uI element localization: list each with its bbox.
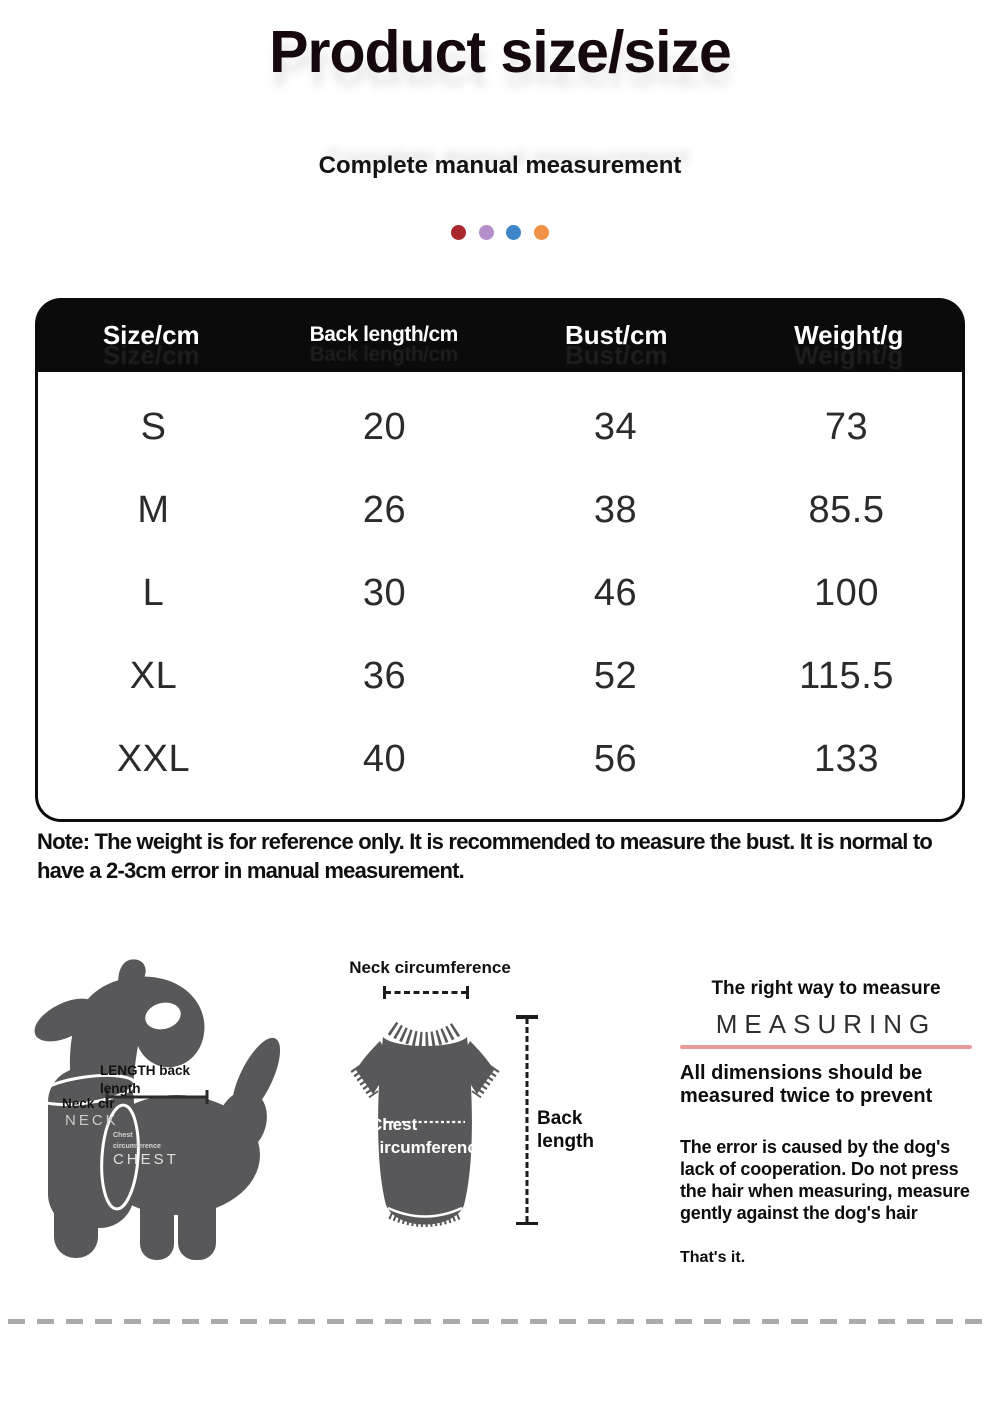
header-back-length: Back length/cm [309,323,458,346]
size-table [35,298,965,822]
dot-orange [534,225,549,240]
cell-weight: 133 [814,738,879,780]
cell-back-length: 26 [362,489,407,531]
cell-back-length: 36 [362,655,407,697]
header-size: Size/cm [102,319,200,350]
cell-size: M [137,489,170,531]
cell-bust: 56 [593,738,638,780]
table-row [38,718,962,801]
cell-bust: 38 [593,489,638,531]
table-row [38,635,962,718]
dog-neck-label: NECK [65,1112,119,1129]
measuring-paragraph-3: That's it. [680,1249,746,1267]
shirt-measure-diagram [330,952,530,1262]
measuring-paragraph-2: The error is caused by the dog's lack of cooperation. Do not press the hair when measuring, measure gently against the dog's hair [680,1136,970,1224]
size-table-body [35,372,965,822]
measuring-instructions [680,978,972,1267]
cell-weight: 100 [814,572,879,614]
dashed-vertical-line [526,1018,529,1222]
back-length-label: Back length [537,1108,594,1152]
dog-chest-label: CHEST [113,1151,179,1168]
shirt-chest-label: Chest circumference [370,1115,487,1157]
measuring-underline [680,1045,972,1049]
color-dots [0,224,1000,242]
neck-measure-line [385,991,467,1003]
dog-chest-circumference-label: Chest circumference [113,1132,161,1150]
cell-back-length: 30 [362,572,407,614]
cell-bust: 34 [593,406,638,448]
page-subtitle: Complete manual measurement [318,152,682,179]
dog-neck-cir-label: Neck cir [62,1096,115,1111]
measurement-note: Note: The weight is for reference only. It is recommended to measure the bust. It is normal to have a 2-3cm error in manual measurement. [37,829,933,884]
measuring-paragraph-1: All dimensions should be measured twice to prevent [680,1062,933,1108]
cell-bust: 46 [593,572,638,614]
dog-back-length-label: LENGTH back length [100,1063,191,1096]
measuring-heading: MEASURING [715,1009,937,1039]
table-row [38,469,962,552]
cell-weight: 85.5 [808,489,885,531]
measuring-title: The right way to measure [711,978,941,999]
table-row [38,552,962,635]
cell-bust: 52 [593,655,638,697]
cell-size: L [142,572,165,614]
dot-blue [506,225,521,240]
cell-weight: 115.5 [799,655,894,697]
dot-red [451,225,466,240]
page-title: Product size/size [269,19,731,85]
cell-weight: 73 [824,406,869,448]
cell-back-length: 40 [362,738,407,780]
dot-purple [479,225,494,240]
shirt-neck-label: Neck circumference [349,958,511,977]
table-row [38,386,962,469]
dashed-divider [8,1319,992,1324]
size-table-header [35,298,965,372]
cell-size: XXL [116,738,191,780]
cell-size: S [140,406,167,448]
cell-size: XL [129,655,178,697]
header-weight: Weight/g [794,319,904,350]
dog-measure-diagram [20,950,310,1265]
header-bust: Bust/cm [564,319,668,350]
cell-back-length: 20 [362,406,407,448]
